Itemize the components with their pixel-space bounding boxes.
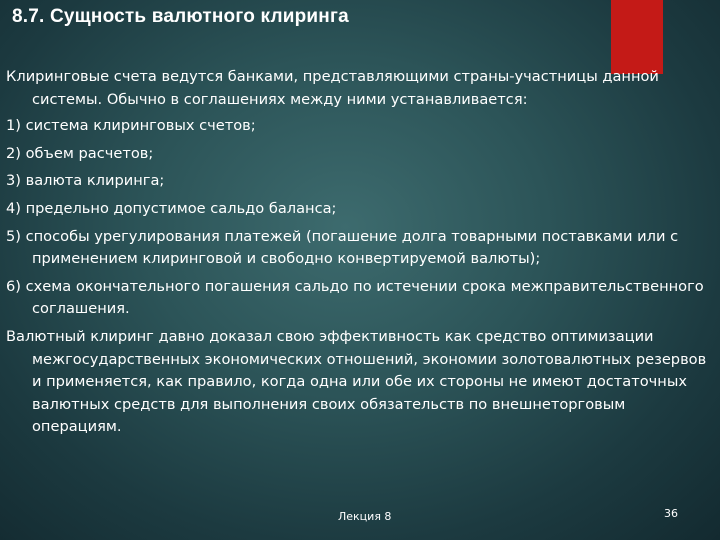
- slide-title: 8.7. Сущность валютного клиринга: [12, 6, 349, 27]
- list-item-5: 5) способы урегулирования платежей (погашение долга товарными поставками или с применением клиринговой и свободно конвертируемой валюты);: [6, 227, 679, 268]
- intro-paragraph: Клиринговые счета ведутся банками, представляющими страны-участницы данной системы. Обычно в соглашениях между ними устанавливается:: [6, 68, 659, 108]
- list-item-2: 2) объем расчетов;: [6, 144, 154, 162]
- red-accent-bar: [611, 0, 663, 74]
- list-item-4: 4) предельно допустимое сальдо баланса;: [6, 199, 337, 217]
- conclusion-paragraph: Валютный клиринг давно доказал свою эффективность как средство оптимизации межгосударственных экономических отношений, экономии золотовалютных резервов и применяется, как правило, когда одна или обе их стороны не имеют достаточных валютных средств для выполнения своих обязательств по внешнеторговым операциям.: [6, 327, 707, 436]
- page-number: 36: [664, 507, 678, 520]
- list-item-3: 3) валюта клиринга;: [6, 172, 165, 190]
- list-item-6: 6) схема окончательного погашения сальдо по истечении срока межправительственного соглашения.: [6, 277, 704, 318]
- footer-lecture-label: Лекция 8: [338, 510, 392, 523]
- list-item-1: 1) система клиринговых счетов;: [6, 117, 256, 135]
- slide-body: [6, 66, 710, 443]
